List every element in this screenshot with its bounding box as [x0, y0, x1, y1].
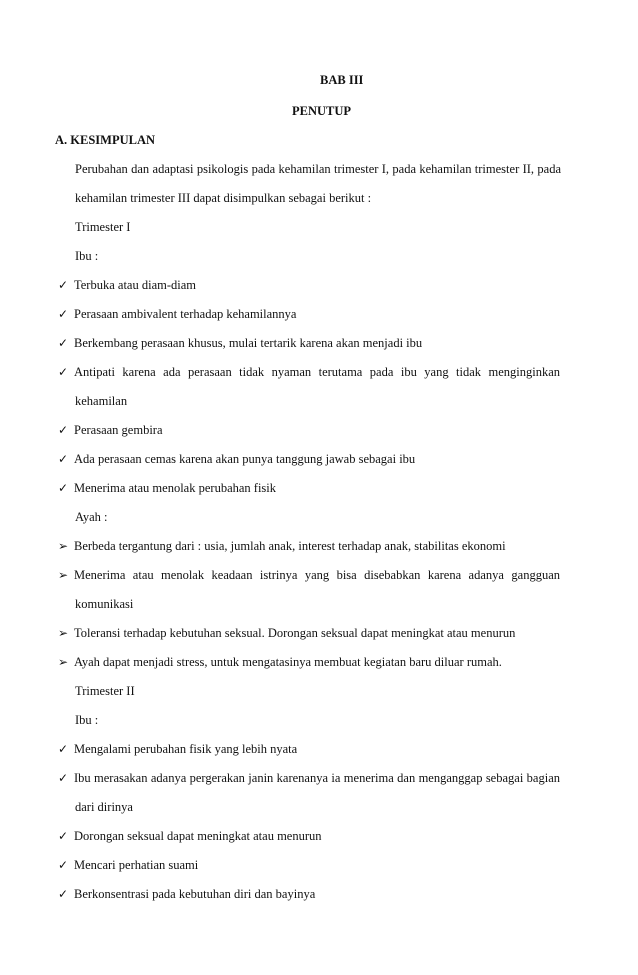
- arrow-bullet-icon: ➢: [58, 655, 69, 669]
- checkmark-icon: ✓: [58, 307, 69, 321]
- list-item: [58, 452, 415, 467]
- ibu-label-1: Ibu :: [75, 249, 99, 263]
- list-item: [58, 626, 515, 641]
- list-item-text: Terbuka atau diam-diam: [74, 278, 196, 292]
- checkmark-icon: ✓: [58, 771, 69, 785]
- list-item-text: Perasaan ambivalent terhadap kehamilannya: [74, 307, 297, 321]
- checkmark-icon: ✓: [58, 365, 69, 379]
- list-item-text: Ada perasaan cemas karena akan punya tanggung jawab sebagai ibu: [74, 452, 416, 466]
- list-item-continuation: komunikasi: [75, 597, 134, 611]
- list-item-text: Perasaan gembira: [74, 423, 163, 437]
- list-item: [58, 481, 276, 496]
- list-item-text: Mengalami perubahan fisik yang lebih nyata: [74, 742, 298, 756]
- list-item-text: Berbeda tergantung dari : usia, jumlah anak, interest terhadap anak, stabilitas ekonomi: [74, 539, 506, 553]
- list-item-text: Menerima atau menolak perubahan fisik: [74, 481, 277, 495]
- list-item: [58, 365, 560, 380]
- list-item: [58, 655, 502, 670]
- list-item-text: Berkonsentrasi pada kebutuhan diri dan bayinya: [74, 887, 316, 901]
- list-item: [58, 307, 296, 322]
- arrow-bullet-icon: ➢: [58, 626, 69, 640]
- list-item: [58, 539, 506, 554]
- checkmark-icon: ✓: [58, 452, 69, 466]
- checkmark-icon: ✓: [58, 278, 69, 292]
- list-item-text: Mencari perhatian suami: [74, 858, 199, 872]
- ibu-label-2: Ibu :: [75, 713, 99, 727]
- checkmark-icon: ✓: [58, 887, 69, 901]
- checkmark-icon: ✓: [58, 481, 69, 495]
- trimester-1-label: Trimester I: [75, 220, 131, 234]
- checkmark-icon: ✓: [58, 742, 69, 756]
- list-item-text: Menerima atau menolak keadaan istrinya yang bisa disebabkan karena adanya gangguan: [74, 568, 560, 582]
- list-item-text: Ayah dapat menjadi stress, untuk mengatasinya membuat kegiatan baru diluar rumah.: [74, 655, 502, 669]
- arrow-bullet-icon: ➢: [58, 539, 69, 553]
- checkmark-icon: ✓: [58, 858, 69, 872]
- list-item-text: Berkembang perasaan khusus, mulai tertarik karena akan menjadi ibu: [74, 336, 423, 350]
- list-item-text: Antipati karena ada perasaan tidak nyaman terutama pada ibu yang tidak menginginkan: [74, 365, 560, 379]
- intro-paragraph-line-1: Perubahan dan adaptasi psikologis pada kehamilan trimester I, pada kehamilan trimester II, pada: [75, 162, 561, 176]
- list-item-text: Toleransi terhadap kebutuhan seksual. Dorongan seksual dapat meningkat atau menurun: [74, 626, 516, 640]
- section-heading: A. KESIMPULAN: [55, 133, 156, 147]
- list-item: [58, 829, 322, 844]
- list-item-text: Ibu merasakan adanya pergerakan janin karenanya ia menerima dan menganggap sebagai bagian: [74, 771, 560, 785]
- list-item: [58, 858, 198, 873]
- list-item: [58, 887, 315, 902]
- list-item-continuation: kehamilan: [75, 394, 128, 408]
- list-item: [58, 278, 196, 293]
- checkmark-icon: ✓: [58, 336, 69, 350]
- checkmark-icon: ✓: [58, 829, 69, 843]
- list-item-continuation: dari dirinya: [75, 800, 133, 814]
- chapter-subtitle: PENUTUP: [292, 104, 352, 118]
- checkmark-icon: ✓: [58, 423, 69, 437]
- chapter-title: BAB III: [320, 73, 364, 87]
- list-item-text: Dorongan seksual dapat meningkat atau menurun: [74, 829, 322, 843]
- list-item: [58, 742, 297, 757]
- ayah-label: Ayah :: [75, 510, 108, 524]
- list-item: [58, 423, 163, 438]
- list-item: [58, 771, 560, 786]
- list-item: [58, 568, 560, 583]
- arrow-bullet-icon: ➢: [58, 568, 69, 582]
- intro-paragraph-line-2: kehamilan trimester III dapat disimpulkan sebagai berikut :: [75, 191, 372, 205]
- list-item: [58, 336, 422, 351]
- trimester-2-label: Trimester II: [75, 684, 135, 698]
